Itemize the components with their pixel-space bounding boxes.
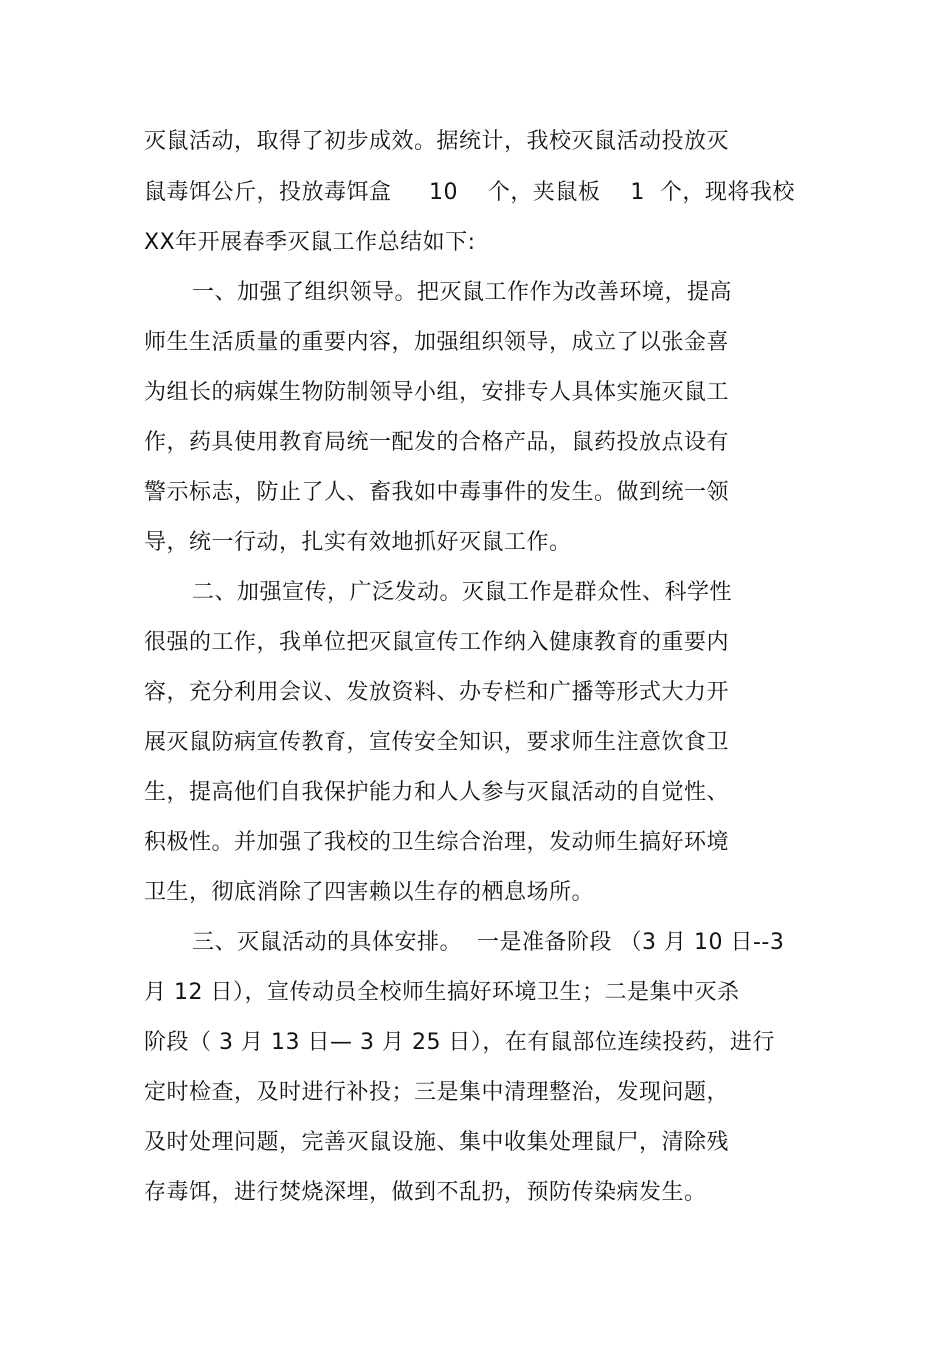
- text-line: 鼠毒饵公斤，投放毒饵盒 10 个，夹鼠板 1 个，现将我校: [144, 180, 795, 205]
- text-line: 警示标志，防止了人、畜我如中毒事件的发生。做到统一领: [144, 480, 730, 505]
- text-line: 及时处理问题，完善灭鼠设施、集中收集处理鼠尸，清除残: [144, 1130, 730, 1155]
- text-line: 月 12 日），宣传动员全校师生搞好环境卫生；二是集中灭杀: [144, 980, 740, 1005]
- text-line: 卫生，彻底消除了四害赖以生存的栖息场所。: [144, 880, 595, 905]
- paragraph-2-first-line: 二、加强宣传，广泛发动。灭鼠工作是群众性、科学性: [192, 580, 733, 605]
- text-line: 导，统一行动，扎实有效地抓好灭鼠工作。: [144, 530, 572, 555]
- text-line: 作，药具使用教育局统一配发的合格产品，鼠药投放点设有: [144, 430, 730, 455]
- text-line: 存毒饵，进行焚烧深埋，做到不乱扔，预防传染病发生。: [144, 1180, 707, 1205]
- text-line: 定时检查，及时进行补投；三是集中清理整治，发现问题，: [144, 1080, 730, 1105]
- text-line: 阶段（ 3 月 13 日— 3 月 25 日），在有鼠部位连续投药，进行: [144, 1030, 775, 1055]
- text-line: 生，提高他们自我保护能力和人人参与灭鼠活动的自觉性、: [144, 780, 730, 805]
- text-line: 容，充分利用会议、发放资料、办专栏和广播等形式大力开: [144, 680, 730, 705]
- text-line: 展灭鼠防病宣传教育，宣传安全知识，要求师生注意饮食卫: [144, 730, 730, 755]
- text-line: 师生生活质量的重要内容，加强组织领导，成立了以张金喜: [144, 330, 730, 355]
- text-line: XX年开展春季灭鼠工作总结如下:: [144, 230, 476, 255]
- text-line: 很强的工作，我单位把灭鼠宣传工作纳入健康教育的重要内: [144, 630, 730, 655]
- paragraph-1-first-line: 一、加强了组织领导。把灭鼠工作作为改善环境，提高: [192, 280, 733, 305]
- text-line: 为组长的病媒生物防制领导小组，安排专人具体实施灭鼠工: [144, 380, 730, 405]
- paragraph-3-first-line: 三、灭鼠活动的具体安排。 一是准备阶段 （3 月 10 日--3: [192, 930, 785, 955]
- text-line: 灭鼠活动，取得了初步成效。据统计，我校灭鼠活动投放灭: [144, 129, 730, 154]
- text-line: 积极性。并加强了我校的卫生综合治理，发动师生搞好环境: [144, 830, 730, 855]
